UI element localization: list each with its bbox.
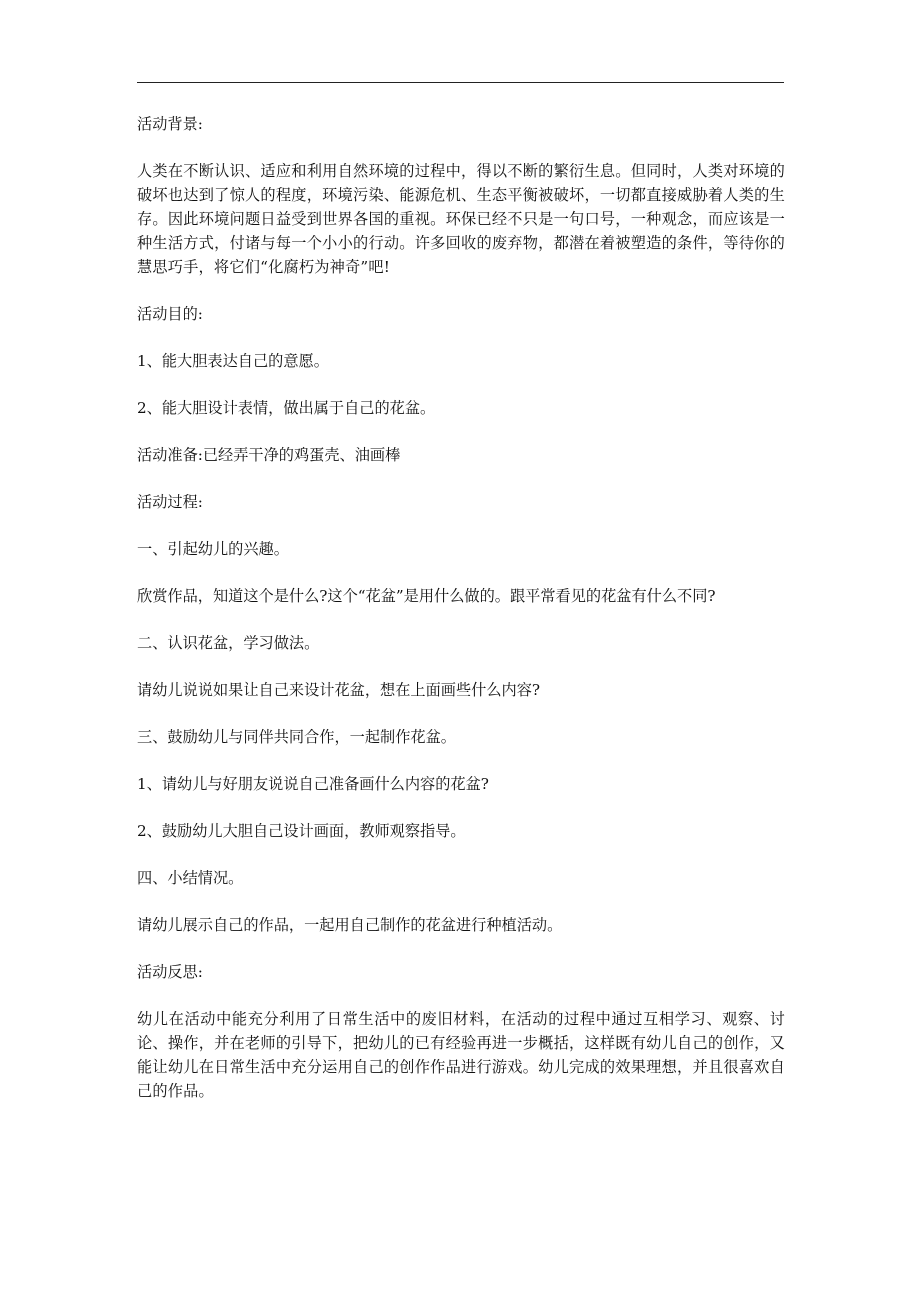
process-step-2-body: 请幼儿说说如果让自己来设计花盆，想在上面画些什么内容? [137,681,541,699]
reflection-paragraph: 幼儿在活动中能充分利用了日常生活中的废旧材料，在活动的过程中通过互相学习、观察、讨论、操作，并在老师的引导下，把幼儿的已有经验再进一步概括，这样既有幼儿自己的创作，又能让幼儿在日常生活中充分运用自己的创作作品进行游戏。幼儿完成的效果理想，并且很喜欢自己的作品。 [137,1010,785,1100]
goal-item-1: 1、能大胆表达自己的意愿。 [137,352,329,370]
process-step-3: 三、鼓励幼儿与同伴共同合作，一起制作花盆。 [137,728,456,746]
goal-heading: 活动目的: [137,305,203,323]
document-body [137,112,785,1103]
process-heading: 活动过程: [137,493,203,511]
process-step-3-item-2: 2、鼓励幼儿大胆自己设计画面，教师观察指导。 [137,822,466,840]
process-step-4-body: 请幼儿展示自己的作品，一起用自己制作的花盆进行种植活动。 [137,916,563,934]
background-paragraph: 人类在不断认识、适应和利用自然环境的过程中，得以不断的繁衍生息。但同时，人类对环境的破坏也达到了惊人的程度，环境污染、能源危机、生态平衡被破坏，一切都直接威胁着人类的生存。因此环境问题日益受到世界各国的重视。环保已经不只是一句口号，一种观念，而应该是一种生活方式，付诸与每一个小小的行动。许多回收的废弃物，都潜在着被塑造的条件，等待你的慧思巧手，将它们“化腐朽为神奇”吧! [137,162,785,276]
goal-item-2: 2、能大胆设计表情，做出属于自己的花盆。 [137,399,436,417]
preparation-line: 活动准备:已经弄干净的鸡蛋壳、油画棒 [137,446,401,464]
process-step-1: 一、引起幼儿的兴趣。 [137,540,289,558]
header-rule [137,82,784,83]
process-step-4: 四、小结情况。 [137,869,244,887]
reflection-heading: 活动反思: [137,963,203,981]
background-heading: 活动背景: [137,115,203,133]
process-step-1-body: 欣赏作品，知道这个是什么?这个“花盆”是用什么做的。跟平常看见的花盆有什么不同? [137,587,716,605]
process-step-2: 二、认识花盆，学习做法。 [137,634,320,652]
process-step-3-item-1: 1、请幼儿与好朋友说说自己准备画什么内容的花盆? [137,775,489,793]
